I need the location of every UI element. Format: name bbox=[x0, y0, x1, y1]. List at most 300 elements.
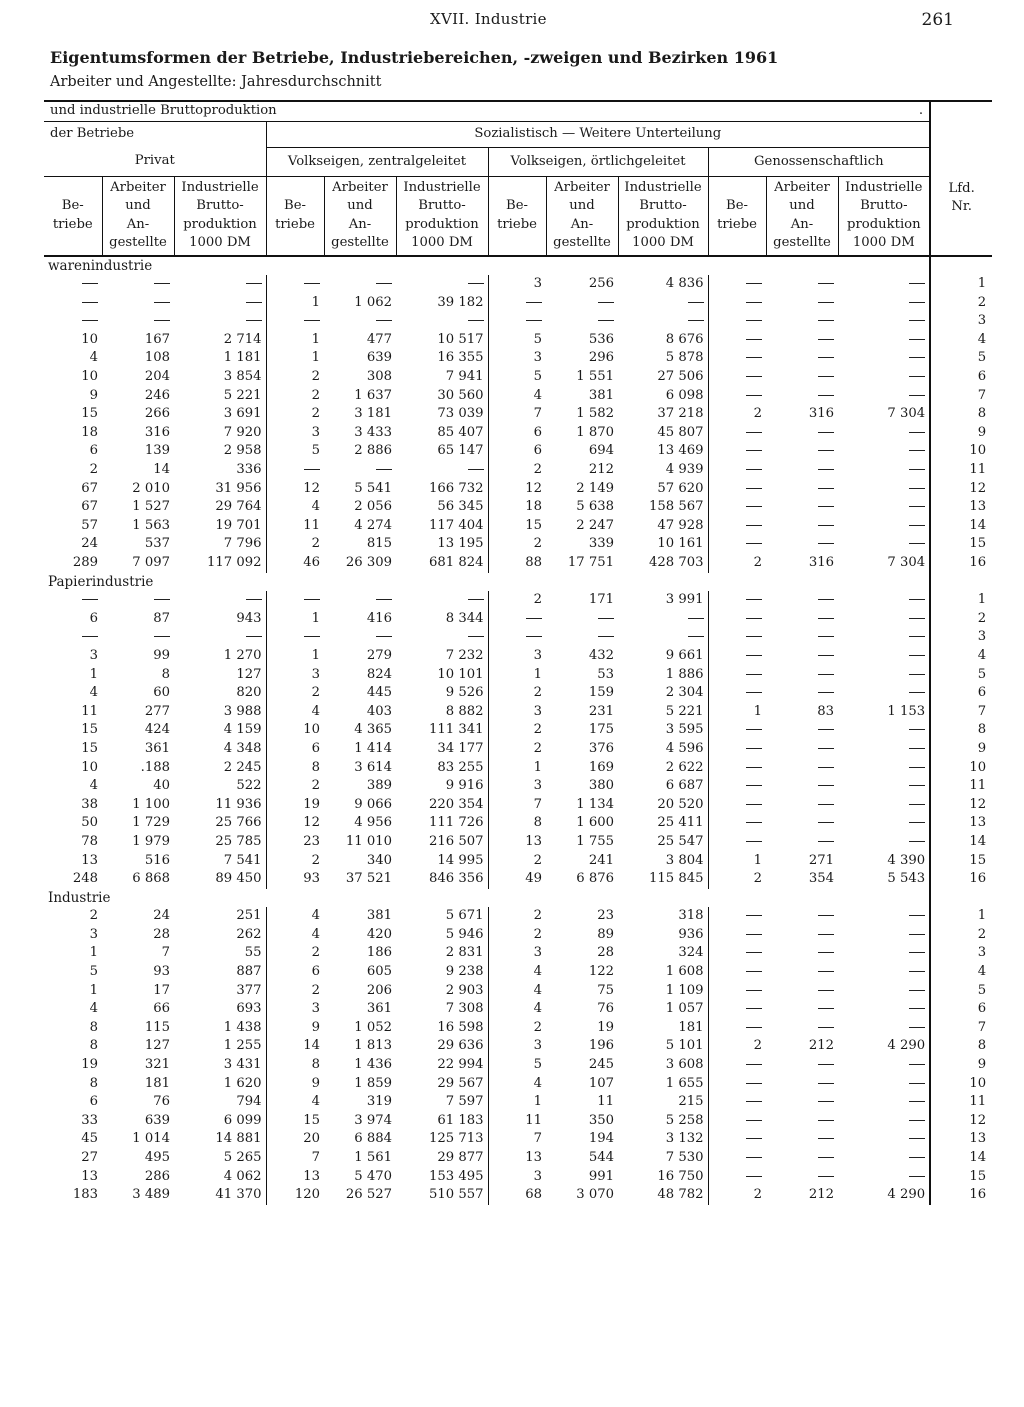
table-cell: 5 878 bbox=[618, 349, 708, 368]
table-cell-empty bbox=[766, 517, 838, 536]
dash-mark bbox=[246, 302, 262, 303]
table-cell: 251 bbox=[174, 907, 266, 926]
dash-mark bbox=[526, 302, 542, 303]
dash-mark bbox=[746, 469, 762, 470]
table-cell-empty bbox=[766, 498, 838, 517]
table-cell: 28 bbox=[153, 926, 170, 942]
row-number: 9 bbox=[930, 1056, 992, 1075]
table-cell: 4 159 bbox=[174, 721, 266, 740]
dash-mark bbox=[909, 636, 925, 637]
table-cell: 2 bbox=[311, 369, 320, 385]
table-cell: 196 bbox=[588, 1038, 614, 1054]
table-cell: 12 bbox=[303, 480, 320, 496]
table-cell: 681 824 bbox=[396, 554, 488, 573]
dash-mark bbox=[746, 934, 762, 935]
table-cell-empty bbox=[766, 387, 838, 406]
table-cell-empty bbox=[838, 591, 930, 610]
table-cell: 289 bbox=[72, 555, 98, 570]
table-row bbox=[44, 721, 992, 740]
table-cell: 991 bbox=[588, 1168, 614, 1184]
table-row bbox=[44, 777, 992, 796]
table-cell-empty bbox=[102, 312, 174, 331]
table-cell: 4 836 bbox=[618, 275, 708, 294]
dash-mark bbox=[746, 339, 762, 340]
dash-mark bbox=[818, 283, 834, 284]
dash-mark bbox=[746, 302, 762, 303]
dash-mark bbox=[154, 283, 170, 284]
table-cell: 537 bbox=[144, 536, 170, 552]
row-number: 13 bbox=[930, 1130, 992, 1149]
row-number: 8 bbox=[930, 721, 992, 740]
table-cell: 7 097 bbox=[132, 555, 170, 570]
table-cell: 57 bbox=[81, 517, 98, 533]
table-cell-empty bbox=[766, 461, 838, 480]
table-cell: 76 bbox=[153, 1094, 170, 1110]
dash-mark bbox=[909, 785, 925, 786]
section-title: Papierindustrie bbox=[48, 573, 154, 590]
table-cell: 20 520 bbox=[618, 796, 708, 815]
table-cell: 277 bbox=[144, 703, 170, 719]
table-cell-empty bbox=[766, 907, 838, 926]
table-cell: 14 881 bbox=[174, 1130, 266, 1149]
dash-mark bbox=[818, 990, 834, 991]
dash-mark bbox=[376, 283, 392, 284]
table-cell: 5 265 bbox=[174, 1149, 266, 1168]
dash-mark bbox=[526, 320, 542, 321]
table-body bbox=[44, 256, 992, 1205]
dash-mark bbox=[818, 525, 834, 526]
dash-mark bbox=[909, 1120, 925, 1121]
table-cell: 216 507 bbox=[396, 833, 488, 852]
table-cell: 4 274 bbox=[354, 517, 392, 533]
table-cell: 67 bbox=[81, 480, 98, 496]
table-cell: 5 221 bbox=[174, 387, 266, 406]
dash-mark bbox=[909, 1027, 925, 1028]
table-cell: 4 290 bbox=[887, 1038, 926, 1054]
running-header bbox=[0, 10, 1024, 32]
table-row bbox=[44, 1000, 992, 1019]
table-cell: 6 098 bbox=[618, 387, 708, 406]
table-cell-empty bbox=[766, 1112, 838, 1131]
table-cell: 2 bbox=[311, 982, 320, 998]
table-cell: 340 bbox=[366, 852, 392, 868]
table-cell-empty bbox=[838, 480, 930, 499]
table-cell: 220 354 bbox=[396, 796, 488, 815]
running-head-title: XVII. Industrie bbox=[430, 10, 547, 28]
table-cell: 887 bbox=[174, 963, 266, 982]
table-row bbox=[44, 1093, 992, 1112]
table-row bbox=[44, 1019, 992, 1038]
table-cell: 2 304 bbox=[618, 684, 708, 703]
table-cell-empty bbox=[838, 1019, 930, 1038]
table-cell: 4 bbox=[89, 350, 98, 366]
table-cell: 17 751 bbox=[567, 555, 614, 570]
table-cell: 212 bbox=[808, 1187, 834, 1203]
table-cell: 7 796 bbox=[174, 535, 266, 554]
dash-mark bbox=[468, 320, 484, 321]
dash-mark bbox=[909, 506, 925, 507]
total-row bbox=[44, 1186, 992, 1205]
table-cell-empty bbox=[766, 424, 838, 443]
table-cell-empty bbox=[766, 1075, 838, 1094]
table-cell: 2 010 bbox=[132, 480, 170, 496]
total-row bbox=[44, 554, 992, 573]
dash-mark bbox=[818, 506, 834, 507]
dash-mark bbox=[746, 1027, 762, 1028]
table-cell: 5 671 bbox=[396, 907, 488, 926]
table-cell: 27 bbox=[81, 1150, 98, 1165]
table-cell: 1 bbox=[311, 647, 320, 663]
table-cell: 153 495 bbox=[396, 1168, 488, 1187]
table-cell: 40 bbox=[153, 778, 170, 794]
table-cell: 2 bbox=[533, 592, 542, 608]
table-cell-empty bbox=[708, 1075, 766, 1094]
dash-mark bbox=[82, 302, 98, 303]
table-cell: 3 614 bbox=[354, 759, 392, 775]
table-cell: 6 884 bbox=[354, 1131, 392, 1147]
dash-mark bbox=[746, 283, 762, 284]
table-cell-empty bbox=[708, 944, 766, 963]
dash-mark bbox=[909, 822, 925, 823]
table-cell-empty bbox=[838, 982, 930, 1001]
table-cell: 88 bbox=[525, 555, 542, 570]
table-cell: 380 bbox=[588, 778, 614, 794]
table-cell: 1 181 bbox=[174, 349, 266, 368]
table-cell: 19 bbox=[81, 1057, 98, 1073]
dash-mark bbox=[746, 971, 762, 972]
table-cell-empty bbox=[766, 759, 838, 778]
table-cell: 24 bbox=[153, 908, 170, 924]
table-cell-empty bbox=[766, 647, 838, 666]
table-cell: 1 979 bbox=[132, 833, 170, 849]
dash-mark bbox=[909, 915, 925, 916]
table-cell: 75 bbox=[597, 982, 614, 998]
table-cell: 4 bbox=[311, 703, 320, 719]
dash-mark bbox=[746, 748, 762, 749]
table-cell-empty bbox=[546, 628, 618, 647]
table-cell: 7 304 bbox=[887, 555, 926, 570]
table-cell-empty bbox=[708, 480, 766, 499]
table-cell: 1 bbox=[311, 294, 320, 310]
table-cell: 4 939 bbox=[618, 461, 708, 480]
table-cell: 5 470 bbox=[354, 1168, 392, 1184]
table-cell: 39 182 bbox=[396, 294, 488, 313]
table-cell: 336 bbox=[174, 461, 266, 480]
table-cell-empty bbox=[708, 517, 766, 536]
dash-mark bbox=[746, 915, 762, 916]
table-cell: 11 bbox=[525, 1112, 542, 1128]
table-cell: 22 994 bbox=[396, 1056, 488, 1075]
table-cell: 3 bbox=[533, 778, 542, 794]
column-header-betriebe: Be- triebe bbox=[44, 176, 102, 256]
table-cell-empty bbox=[766, 331, 838, 350]
table-cell: 11 010 bbox=[345, 833, 392, 849]
table-cell: 7 308 bbox=[396, 1000, 488, 1019]
table-cell-empty bbox=[838, 517, 930, 536]
row-number: 11 bbox=[930, 1093, 992, 1112]
table-cell: 8 882 bbox=[396, 703, 488, 722]
dash-mark bbox=[818, 748, 834, 749]
table-cell-empty bbox=[838, 1075, 930, 1094]
table-cell: 3 991 bbox=[618, 591, 708, 610]
table-cell: 1 859 bbox=[354, 1075, 392, 1091]
dash-mark bbox=[818, 841, 834, 842]
table-cell-empty bbox=[708, 796, 766, 815]
table-cell-empty bbox=[766, 349, 838, 368]
table-row bbox=[44, 814, 992, 833]
table-cell-empty bbox=[838, 628, 930, 647]
table-cell: 61 183 bbox=[396, 1112, 488, 1131]
table-cell-empty bbox=[396, 628, 488, 647]
table-cell: 8 bbox=[89, 1038, 98, 1054]
table-cell: 3 433 bbox=[354, 424, 392, 440]
dash-mark bbox=[688, 618, 704, 619]
table-cell: 83 bbox=[817, 703, 834, 719]
table-cell: 2 bbox=[533, 852, 542, 868]
table-cell: 424 bbox=[144, 722, 170, 738]
table-cell-empty bbox=[766, 368, 838, 387]
table-cell: 12 bbox=[525, 480, 542, 496]
dash-mark bbox=[688, 302, 704, 303]
dash-mark bbox=[154, 320, 170, 321]
table-cell-empty bbox=[838, 294, 930, 313]
table-cell: 183 bbox=[72, 1187, 98, 1203]
header-lfd-nr: Lfd. Nr. bbox=[930, 101, 992, 256]
table-cell: 271 bbox=[808, 852, 834, 868]
table-cell-empty bbox=[708, 387, 766, 406]
dash-mark bbox=[909, 971, 925, 972]
table-cell: 3 854 bbox=[174, 368, 266, 387]
table-cell: 37 521 bbox=[345, 871, 392, 887]
table-cell: 445 bbox=[366, 685, 392, 701]
row-number: 6 bbox=[930, 684, 992, 703]
table-cell: 316 bbox=[808, 406, 834, 422]
table-cell-empty bbox=[708, 666, 766, 685]
table-cell: 3 804 bbox=[618, 852, 708, 871]
table-cell: 1 052 bbox=[354, 1019, 392, 1035]
table-cell: 171 bbox=[588, 592, 614, 608]
table-cell: 5 101 bbox=[618, 1037, 708, 1056]
table-cell: 99 bbox=[153, 647, 170, 663]
table-cell: 1 637 bbox=[354, 387, 392, 403]
table-cell-empty bbox=[838, 312, 930, 331]
table-cell-empty bbox=[708, 1000, 766, 1019]
dash-mark bbox=[818, 729, 834, 730]
table-row bbox=[44, 628, 992, 647]
table-cell-empty bbox=[102, 591, 174, 610]
table-cell-empty bbox=[838, 647, 930, 666]
dash-mark bbox=[909, 990, 925, 991]
table-cell-empty bbox=[266, 312, 324, 331]
dash-mark bbox=[746, 1138, 762, 1139]
table-cell-empty bbox=[766, 721, 838, 740]
table-cell: 25 766 bbox=[174, 814, 266, 833]
table-row bbox=[44, 1112, 992, 1131]
table-cell-empty bbox=[708, 1056, 766, 1075]
table-cell-empty bbox=[766, 294, 838, 313]
table-cell: 4 bbox=[533, 1075, 542, 1091]
table-cell: 815 bbox=[366, 536, 392, 552]
table-cell: 1 bbox=[753, 703, 762, 719]
table-cell: 24 bbox=[81, 536, 98, 552]
table-cell: 2 831 bbox=[396, 944, 488, 963]
table-cell: 7 920 bbox=[174, 424, 266, 443]
table-cell-empty bbox=[838, 777, 930, 796]
dash-mark bbox=[746, 990, 762, 991]
table-cell: 125 713 bbox=[396, 1130, 488, 1149]
dash-mark bbox=[909, 543, 925, 544]
table-cell: 13 bbox=[303, 1168, 320, 1184]
table-cell: 16 355 bbox=[396, 349, 488, 368]
table-cell: 18 bbox=[525, 499, 542, 515]
table-cell-empty bbox=[708, 610, 766, 629]
dash-mark bbox=[746, 785, 762, 786]
table-cell: 3 691 bbox=[174, 405, 266, 424]
table-cell: 1 551 bbox=[576, 369, 614, 385]
table-cell-empty bbox=[266, 461, 324, 480]
table-header bbox=[44, 101, 992, 256]
table-cell-empty bbox=[766, 926, 838, 945]
table-cell: 4 290 bbox=[887, 1187, 926, 1203]
row-number: 3 bbox=[930, 628, 992, 647]
table-cell: 10 161 bbox=[618, 535, 708, 554]
table-cell: 516 bbox=[144, 852, 170, 868]
table-cell: 4 bbox=[311, 926, 320, 942]
table-cell: 8 bbox=[311, 1057, 320, 1073]
table-cell: 510 557 bbox=[396, 1186, 488, 1205]
table-cell: 83 255 bbox=[396, 759, 488, 778]
table-cell: 5 543 bbox=[887, 871, 926, 887]
table-cell-empty bbox=[708, 684, 766, 703]
dash-mark bbox=[818, 1176, 834, 1177]
table-cell: 1 655 bbox=[618, 1075, 708, 1094]
table-cell: 1 bbox=[89, 666, 98, 682]
dash-mark bbox=[746, 357, 762, 358]
section-heading-row bbox=[44, 573, 992, 592]
dash-mark bbox=[818, 1138, 834, 1139]
dash-mark bbox=[526, 636, 542, 637]
table-cell: 2 bbox=[311, 387, 320, 403]
column-header-produktion: Industrielle Brutto- produktion 1000 DM bbox=[838, 176, 930, 256]
table-cell: 339 bbox=[588, 536, 614, 552]
row-number: 11 bbox=[930, 461, 992, 480]
dash-mark bbox=[818, 1157, 834, 1158]
table-cell-empty bbox=[708, 442, 766, 461]
table-cell: 120 bbox=[294, 1187, 320, 1203]
dash-mark bbox=[818, 767, 834, 768]
table-cell: 11 bbox=[303, 517, 320, 533]
dash-mark bbox=[909, 1083, 925, 1084]
table-cell: 943 bbox=[174, 610, 266, 629]
table-row bbox=[44, 461, 992, 480]
table-cell-empty bbox=[708, 1130, 766, 1149]
table-cell-empty bbox=[766, 982, 838, 1001]
column-header-arbeiter: Arbeiter und An- gestellte bbox=[324, 176, 396, 256]
table-cell-empty bbox=[488, 294, 546, 313]
table-cell: 6 bbox=[89, 1094, 98, 1110]
table-cell: 5 bbox=[533, 369, 542, 385]
table-cell: 324 bbox=[618, 944, 708, 963]
table-cell-empty bbox=[838, 1093, 930, 1112]
table-cell: 824 bbox=[366, 666, 392, 682]
table-cell: 107 bbox=[588, 1075, 614, 1091]
table-cell: 5 541 bbox=[354, 480, 392, 496]
table-cell: 20 bbox=[303, 1131, 320, 1147]
table-cell: 3 489 bbox=[132, 1187, 170, 1203]
table-cell: 4 956 bbox=[354, 815, 392, 831]
dash-mark bbox=[468, 636, 484, 637]
table-cell-empty bbox=[618, 628, 708, 647]
dash-mark bbox=[468, 599, 484, 600]
section-title: Industrie bbox=[48, 889, 111, 906]
dash-mark bbox=[154, 302, 170, 303]
row-number: 13 bbox=[930, 498, 992, 517]
table-cell: 73 039 bbox=[396, 405, 488, 424]
dash-mark bbox=[818, 1101, 834, 1102]
table-cell-empty bbox=[766, 833, 838, 852]
table-cell-empty bbox=[488, 312, 546, 331]
table-cell-empty bbox=[766, 814, 838, 833]
table-cell: 605 bbox=[366, 964, 392, 980]
table-cell-empty bbox=[174, 294, 266, 313]
table-cell: 1 014 bbox=[132, 1131, 170, 1147]
table-cell: 2 247 bbox=[576, 517, 614, 533]
table-cell: 2 bbox=[753, 871, 762, 887]
dash-mark bbox=[746, 674, 762, 675]
table-row bbox=[44, 331, 992, 350]
dash-mark bbox=[818, 636, 834, 637]
row-number: 1 bbox=[930, 591, 992, 610]
table-cell-empty bbox=[708, 275, 766, 294]
table-cell: 4 596 bbox=[618, 740, 708, 759]
table-cell-empty bbox=[838, 498, 930, 517]
table-cell: 381 bbox=[588, 387, 614, 403]
table-cell: 1 729 bbox=[132, 815, 170, 831]
table-cell: 1 134 bbox=[576, 796, 614, 812]
table-cell: 7 941 bbox=[396, 368, 488, 387]
row-number: 7 bbox=[930, 387, 992, 406]
table-cell: 108 bbox=[144, 350, 170, 366]
table-cell: 318 bbox=[618, 907, 708, 926]
dash-mark bbox=[376, 636, 392, 637]
table-cell: 5 258 bbox=[618, 1112, 708, 1131]
table-cell: 3 595 bbox=[618, 721, 708, 740]
dash-mark bbox=[818, 543, 834, 544]
dash-mark bbox=[154, 599, 170, 600]
table-cell: 1 bbox=[311, 331, 320, 347]
table-cell: 7 bbox=[533, 406, 542, 422]
table-cell: 4 bbox=[311, 499, 320, 515]
table-cell: 6 bbox=[533, 443, 542, 459]
row-number: 12 bbox=[930, 480, 992, 499]
table-cell: 9 066 bbox=[354, 796, 392, 812]
dash-mark bbox=[818, 804, 834, 805]
table-cell-empty bbox=[838, 387, 930, 406]
dash-mark bbox=[246, 599, 262, 600]
table-cell-empty bbox=[708, 535, 766, 554]
dash-mark bbox=[909, 1138, 925, 1139]
dash-mark bbox=[746, 636, 762, 637]
table-row bbox=[44, 796, 992, 815]
table-cell: 4 062 bbox=[174, 1168, 266, 1187]
table-cell: 4 bbox=[533, 982, 542, 998]
table-cell-empty bbox=[102, 294, 174, 313]
table-cell: 1 bbox=[533, 1094, 542, 1110]
table-row bbox=[44, 591, 992, 610]
column-header-betriebe: Be- triebe bbox=[488, 176, 546, 256]
table-cell: 8 344 bbox=[396, 610, 488, 629]
dash-mark bbox=[909, 655, 925, 656]
